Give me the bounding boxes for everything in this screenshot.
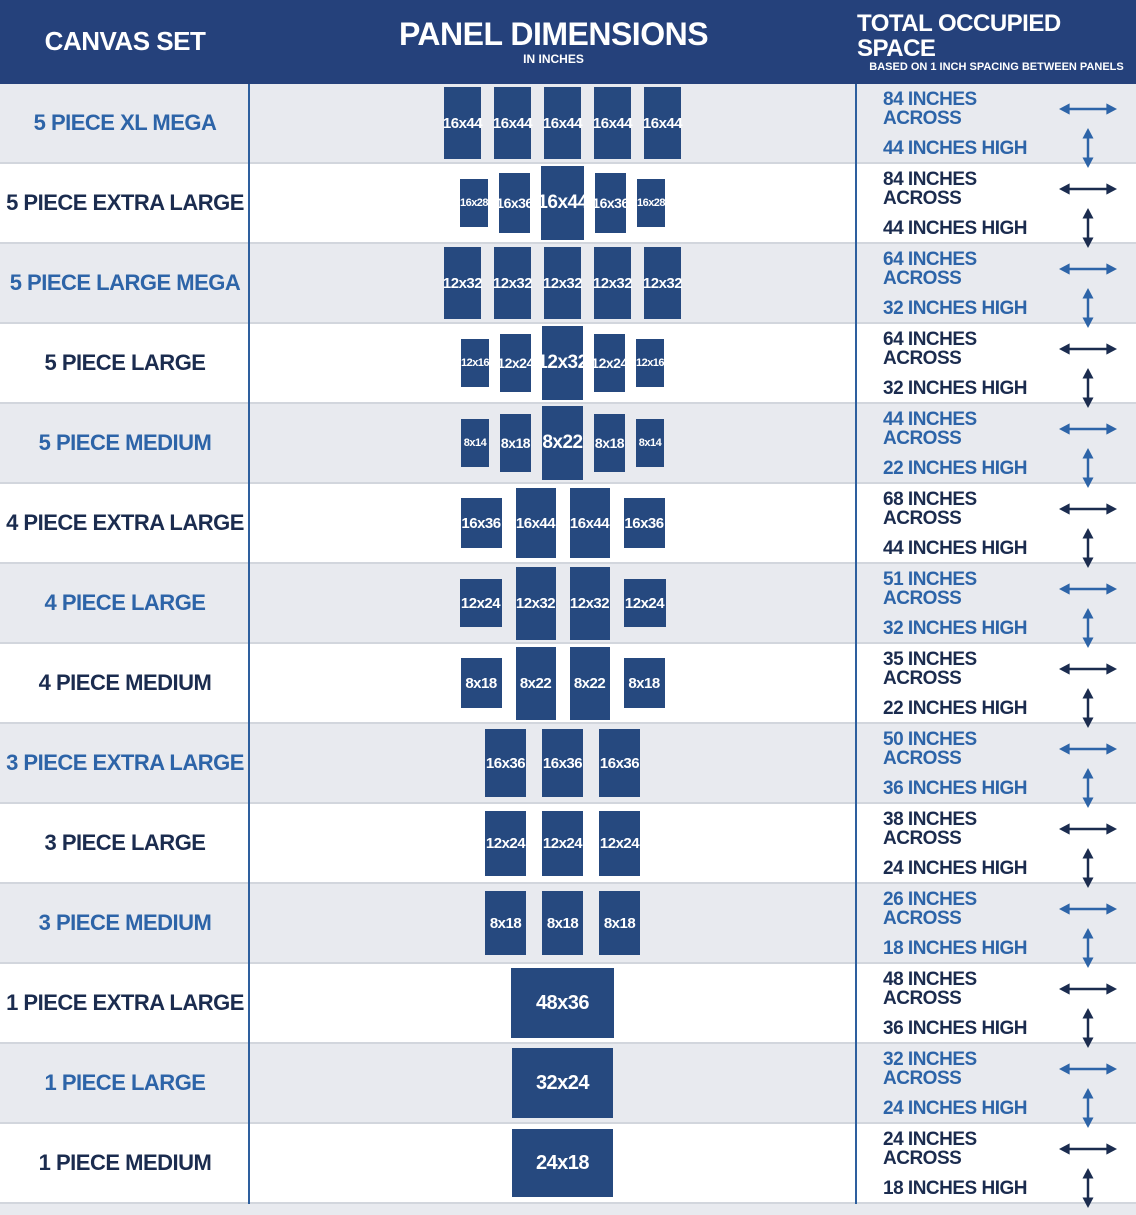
- panel-visualization: [250, 564, 857, 642]
- panel-visualization: [250, 884, 857, 962]
- canvas-panel: 8x18: [624, 658, 665, 708]
- canvas-panel: 16x44: [594, 87, 631, 159]
- canvas-panel: 24x18: [512, 1129, 613, 1197]
- high-label: 18 INCHES HIGH: [883, 937, 1027, 959]
- panel-visualization: [250, 1044, 857, 1122]
- canvas-panel: 16x44: [541, 166, 584, 240]
- canvas-panel: 8x14: [461, 419, 489, 467]
- canvas-panel: 12x32: [444, 247, 481, 319]
- canvas-set-name: 4 PIECE MEDIUM: [38, 670, 212, 695]
- vertical-arrow-icon: [1081, 288, 1095, 328]
- table-row: [0, 1044, 1136, 1124]
- canvas-panel: 16x44: [444, 87, 481, 159]
- canvas-panel: 12x32: [494, 247, 531, 319]
- canvas-panel: 12x32: [644, 247, 681, 319]
- horizontal-arrow-icon: [1059, 262, 1117, 276]
- canvas-panel: 12x16: [636, 339, 664, 387]
- canvas-panel: 12x24: [542, 811, 583, 876]
- canvas-panel: 8x18: [461, 658, 502, 708]
- high-label: 32 INCHES HIGH: [883, 297, 1027, 319]
- occupied-space: [857, 644, 1136, 722]
- canvas-panel: 12x24: [599, 811, 640, 876]
- horizontal-arrow-icon: [1059, 502, 1117, 516]
- occupied-space: [857, 84, 1136, 162]
- panel-visualization: [250, 484, 857, 562]
- across-label: 48 INCHES ACROSS: [883, 969, 977, 1009]
- canvas-panel: 16x36: [499, 173, 530, 233]
- panel-visualization: [250, 164, 857, 242]
- table-header: [0, 0, 1136, 84]
- occupied-space: [857, 324, 1136, 402]
- vertical-arrow-icon: [1081, 368, 1095, 408]
- across-label: 26 INCHES ACROSS: [883, 889, 977, 929]
- canvas-set-name: 3 PIECE MEDIUM: [38, 910, 212, 935]
- across-label: 64 INCHES ACROSS: [883, 249, 977, 289]
- high-label: 44 INCHES HIGH: [883, 217, 1027, 239]
- canvas-panel: 8x14: [636, 419, 664, 467]
- canvas-panel: 12x32: [542, 326, 583, 400]
- across-label: 32 INCHES ACROSS: [883, 1049, 977, 1089]
- high-label: 22 INCHES HIGH: [883, 457, 1027, 479]
- canvas-panel: 32x24: [512, 1048, 613, 1118]
- canvas-set-name: 5 PIECE EXTRA LARGE: [6, 190, 244, 215]
- horizontal-arrow-icon: [1059, 342, 1117, 356]
- canvas-set-name: 1 PIECE LARGE: [44, 1070, 206, 1095]
- canvas-set-name: 1 PIECE EXTRA LARGE: [6, 990, 244, 1015]
- header-panel-dimensions-subtitle: IN INCHES: [523, 52, 584, 66]
- column-divider-right: [855, 84, 857, 1204]
- across-label: 84 INCHES ACROSS: [883, 169, 977, 209]
- canvas-panel: 12x32: [544, 247, 581, 319]
- occupied-space: [857, 804, 1136, 882]
- canvas-panel: 16x44: [570, 488, 610, 558]
- header-canvas-set-title: CANVAS SET: [44, 26, 206, 57]
- canvas-panel: 16x44: [494, 87, 531, 159]
- high-label: 24 INCHES HIGH: [883, 1097, 1027, 1119]
- table-row: [0, 164, 1136, 244]
- canvas-panel: 12x24: [460, 579, 502, 627]
- across-label: 68 INCHES ACROSS: [883, 489, 977, 529]
- horizontal-arrow-icon: [1059, 582, 1117, 596]
- canvas-panel: 12x32: [516, 567, 556, 640]
- panel-visualization: [250, 644, 857, 722]
- high-label: 44 INCHES HIGH: [883, 537, 1027, 559]
- canvas-panel: 12x24: [500, 334, 531, 392]
- horizontal-arrow-icon: [1059, 662, 1117, 676]
- canvas-panel: 8x18: [500, 414, 531, 472]
- vertical-arrow-icon: [1081, 688, 1095, 728]
- occupied-space: [857, 1044, 1136, 1122]
- table-row: [0, 244, 1136, 324]
- canvas-panel: 8x22: [516, 647, 556, 720]
- canvas-panel: 16x36: [595, 173, 626, 233]
- table-row: [0, 564, 1136, 644]
- canvas-panel: 8x18: [542, 891, 583, 955]
- table-row: [0, 1124, 1136, 1204]
- canvas-set-name: 5 PIECE MEDIUM: [38, 430, 212, 455]
- vertical-arrow-icon: [1081, 128, 1095, 168]
- across-label: 24 INCHES ACROSS: [883, 1129, 977, 1169]
- occupied-space: [857, 724, 1136, 802]
- canvas-panel: 12x32: [570, 567, 610, 640]
- horizontal-arrow-icon: [1059, 1062, 1117, 1076]
- canvas-set-name: 1 PIECE MEDIUM: [38, 1150, 212, 1175]
- canvas-panel: 8x18: [485, 891, 526, 955]
- across-label: 35 INCHES ACROSS: [883, 649, 977, 689]
- table-row: [0, 644, 1136, 724]
- canvas-set-name: 5 PIECE XL MEGA: [33, 110, 217, 135]
- table-row: [0, 804, 1136, 884]
- vertical-arrow-icon: [1081, 208, 1095, 248]
- canvas-panel: 12x24: [485, 811, 526, 876]
- high-label: 24 INCHES HIGH: [883, 857, 1027, 879]
- canvas-panel: 8x22: [570, 647, 610, 720]
- vertical-arrow-icon: [1081, 928, 1095, 968]
- table-body: [0, 84, 1136, 1204]
- canvas-panel: 16x44: [644, 87, 681, 159]
- panel-visualization: [250, 324, 857, 402]
- high-label: 18 INCHES HIGH: [883, 1177, 1027, 1199]
- vertical-arrow-icon: [1081, 768, 1095, 808]
- canvas-panel: 12x16: [461, 339, 489, 387]
- canvas-panel: 16x28: [460, 179, 488, 227]
- high-label: 36 INCHES HIGH: [883, 777, 1027, 799]
- vertical-arrow-icon: [1081, 528, 1095, 568]
- table-row: [0, 404, 1136, 484]
- canvas-panel: 16x36: [624, 498, 665, 548]
- occupied-space: [857, 564, 1136, 642]
- canvas-set-name: 5 PIECE LARGE MEGA: [9, 270, 241, 295]
- vertical-arrow-icon: [1081, 608, 1095, 648]
- header-occupied-space-subtitle: BASED ON 1 INCH SPACING BETWEEN PANELS: [869, 60, 1124, 73]
- canvas-set-name: 3 PIECE LARGE: [44, 830, 206, 855]
- across-label: 84 INCHES ACROSS: [883, 89, 977, 129]
- high-label: 44 INCHES HIGH: [883, 137, 1027, 159]
- canvas-panel: 8x18: [594, 414, 625, 472]
- canvas-panel: 16x36: [542, 729, 583, 797]
- high-label: 22 INCHES HIGH: [883, 697, 1027, 719]
- across-label: 64 INCHES ACROSS: [883, 329, 977, 369]
- canvas-panel: 12x32: [594, 247, 631, 319]
- canvas-panel: 12x24: [594, 334, 625, 392]
- across-label: 38 INCHES ACROSS: [883, 809, 977, 849]
- header-panel-dimensions: [250, 0, 857, 84]
- horizontal-arrow-icon: [1059, 982, 1117, 996]
- vertical-arrow-icon: [1081, 1088, 1095, 1128]
- header-panel-dimensions-title: PANEL DIMENSIONS: [398, 16, 709, 53]
- canvas-set-name: 4 PIECE EXTRA LARGE: [6, 510, 244, 535]
- vertical-arrow-icon: [1081, 1168, 1095, 1208]
- horizontal-arrow-icon: [1059, 822, 1117, 836]
- occupied-space: [857, 244, 1136, 322]
- horizontal-arrow-icon: [1059, 742, 1117, 756]
- vertical-arrow-icon: [1081, 1008, 1095, 1048]
- canvas-panel: 16x44: [544, 87, 581, 159]
- horizontal-arrow-icon: [1059, 102, 1117, 116]
- canvas-panel: 48x36: [511, 968, 614, 1038]
- high-label: 32 INCHES HIGH: [883, 617, 1027, 639]
- table-row: [0, 964, 1136, 1044]
- high-label: 32 INCHES HIGH: [883, 377, 1027, 399]
- table-row: [0, 724, 1136, 804]
- header-occupied-space-title: TOTAL OCCUPIED SPACE: [857, 9, 1061, 62]
- occupied-space: [857, 1124, 1136, 1202]
- canvas-panel: 16x36: [485, 729, 526, 797]
- occupied-space: [857, 964, 1136, 1042]
- canvas-panel: 8x18: [599, 891, 640, 955]
- canvas-panel: 12x24: [624, 579, 666, 627]
- table-row: [0, 324, 1136, 404]
- occupied-space: [857, 404, 1136, 482]
- vertical-arrow-icon: [1081, 848, 1095, 888]
- canvas-panel: 16x44: [516, 488, 556, 558]
- horizontal-arrow-icon: [1059, 182, 1117, 196]
- table-row: [0, 884, 1136, 964]
- canvas-set-name: 5 PIECE LARGE: [44, 350, 206, 375]
- panel-visualization: [250, 244, 857, 322]
- occupied-space: [857, 164, 1136, 242]
- canvas-panel: 16x36: [599, 729, 640, 797]
- horizontal-arrow-icon: [1059, 422, 1117, 436]
- horizontal-arrow-icon: [1059, 1142, 1117, 1156]
- vertical-arrow-icon: [1081, 448, 1095, 488]
- panel-visualization: [250, 404, 857, 482]
- panel-visualization: [250, 84, 857, 162]
- panel-visualization: [250, 964, 857, 1042]
- canvas-panel: 16x28: [637, 179, 665, 227]
- across-label: 51 INCHES ACROSS: [883, 569, 977, 609]
- across-label: 50 INCHES ACROSS: [883, 729, 977, 769]
- header-canvas-set: [0, 0, 250, 84]
- panel-visualization: [250, 1124, 857, 1202]
- bottom-strip: [0, 1204, 1136, 1215]
- canvas-panel: 8x22: [542, 406, 583, 480]
- canvas-set-name: 4 PIECE LARGE: [44, 590, 206, 615]
- occupied-space: [857, 884, 1136, 962]
- panel-visualization: [250, 724, 857, 802]
- horizontal-arrow-icon: [1059, 902, 1117, 916]
- header-occupied-space: [857, 0, 1136, 84]
- across-label: 44 INCHES ACROSS: [883, 409, 977, 449]
- column-divider-left: [248, 84, 250, 1204]
- canvas-panel: 16x36: [461, 498, 502, 548]
- canvas-set-name: 3 PIECE EXTRA LARGE: [6, 750, 244, 775]
- panel-visualization: [250, 804, 857, 882]
- table-row: [0, 484, 1136, 564]
- occupied-space: [857, 484, 1136, 562]
- table-row: [0, 84, 1136, 164]
- high-label: 36 INCHES HIGH: [883, 1017, 1027, 1039]
